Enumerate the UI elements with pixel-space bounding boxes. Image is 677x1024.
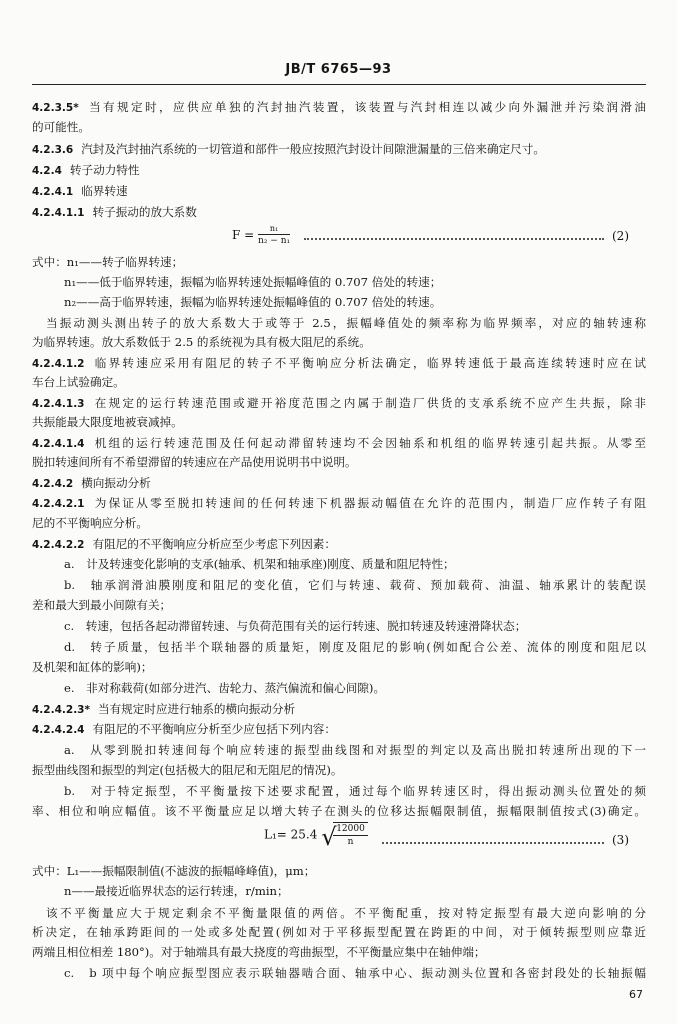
clause-line: 4.2.4.2.4 有阻尼的不平衡响应分析至少应包括下列内容： <box>32 722 336 736</box>
fraction: $\frac{\text{n₁}}{\text{n₂ − n₁}}$ <box>258 224 291 246</box>
text-line: 差和最大到最小间隙有关； <box>32 598 172 612</box>
list-item: a. 从零到脱扣转速间每个响应转速的振型曲线图和对振型的判定以及高出脱扣转速所出现的下一 <box>64 743 646 757</box>
list-item: b. 轴承润滑油膜刚度和阻尼的变化值，它们与转速、载荷、预加载荷、油温、轴承累计的装配误 <box>64 578 646 592</box>
text-line: 共振能最大限度地被衰减掉。 <box>32 415 183 429</box>
leader-dots <box>304 238 604 240</box>
definition-line: 式中：L₁——振幅限制值(不滤波的振幅峰峰值)，μm； <box>32 864 316 878</box>
text-line: 及机架和缸体的影响)； <box>32 660 153 674</box>
definition-line: n₁——低于临界转速，振幅为临界转速处振幅峰值的 0.707 倍处的转速； <box>64 275 442 289</box>
list-item: b. 对于特定振型，不平衡量按下述要求配置，通过每个临界转速区时，得出振动测头位置处的频 <box>64 784 646 798</box>
text-line: 该不平衡量应大于规定剩余不平衡量限值的两倍。不平衡配重，按对特定振型有最大逆向影响的分 <box>46 906 646 920</box>
equation-3: L₁= 25.4 √ $\frac{12000}{n}$ <box>264 822 368 848</box>
equation-number: (3) <box>612 833 629 847</box>
list-item: c. 转速，包括各起动滞留转速、与负荷范围有关的运行转速、脱扣转速及转速滑降状态； <box>64 619 527 633</box>
text-line: 率、相位和响应幅值。该不平衡量应足以增大转子在测头的位移达振幅限制值，振幅限制值按式(3)确定。 <box>32 804 646 818</box>
clause-line: 4.2.4.2.3* 当有规定时应进行轴系的横向振动分析 <box>32 702 296 716</box>
text-line: 的可能性。 <box>32 120 90 134</box>
list-item: c. b 项中每个响应振型图应表示联轴器啮合面、轴承中心、振动测头位置和各密封段处的长轴振幅 <box>64 966 646 980</box>
text-line: 为临界转速。放大系数低于 2.5 的系统视为具有极大阻尼的系统。 <box>32 335 371 349</box>
text-line: 析决定，在轴承跨距间的一处或多处配置(例如对于平移振型配置在跨距的中间，对于倾转振型则应靠近 <box>32 925 646 939</box>
list-item: d. 转子质量，包括半个联轴器的质量矩，刚度及阻尼的影响(例如配合公差、流体的刚度和阻尼以 <box>64 640 646 654</box>
leader-dots <box>382 842 604 844</box>
section-heading: 4.2.4.2 横向振动分析 <box>32 476 151 490</box>
section-heading: 4.2.4.1 临界转速 <box>32 184 128 198</box>
clause-line: 4.2.4.1.2 临界转速应采用有阻尼的转子不平衡响应分析法确定，临界转速低于最高连续转速时应在试 <box>32 356 646 370</box>
text-line: 当振动测头测出转子的放大系数大于或等于 2.5，振幅峰值处的频率称为临界频率，对应的轴转速称 <box>46 316 646 330</box>
page-number: 67 <box>629 988 643 1001</box>
section-heading: 4.2.4 转子动力特性 <box>32 163 140 177</box>
text-line: 两端且相位相差 180°)。对于轴端具有最大挠度的弯曲振型，不平衡量应集中在轴伸端； <box>32 945 486 959</box>
text-line: 振型曲线图和振型的判定(包括极大的阻尼和无阻尼的情况)。 <box>32 763 343 777</box>
text-line: 尼的不平衡响应分析。 <box>32 516 148 530</box>
header-rule <box>32 84 646 85</box>
clause-line: 4.2.4.1.1 转子振动的放大系数 <box>32 205 197 219</box>
clause-line: 4.2.3.6 汽封及汽封抽汽系统的一切管道和部件一般应按照汽封设计间隙泄漏量的三倍来确定尺寸。 <box>32 142 545 156</box>
equation-number: (2) <box>612 229 629 243</box>
clause-line: 4.2.4.1.4 机组的运行转速范围及任何起动滞留转速均不会因轴系和机组的临界转速引起共振。从零至 <box>32 436 646 450</box>
clause-line: 4.2.4.2.1 为保证从零至脱扣转速间的任何转速下机器振动幅值在允许的范围内，制造厂应作转子有阻 <box>32 496 646 510</box>
list-item: e. 非对称载荷(如部分进汽、齿轮力、蒸汽偏流和偏心间隙)。 <box>64 681 386 695</box>
definition-line: n₂——高于临界转速，振幅为临界转速处振幅峰值的 0.707 倍处的转速。 <box>64 295 442 309</box>
text-line: 脱扣转速间所有不希望滞留的转速应在产品使用说明书中说明。 <box>32 455 357 469</box>
clause-line: 4.2.3.5* 当有规定时，应供应单独的汽封抽汽装置，该装置与汽封相连以减少向外漏泄并污染润滑油 <box>32 100 646 114</box>
clause-line: 4.2.4.1.3 在规定的运行转速范围或避开裕度范围之内属于制造厂供货的支承系统不应产生共振，除非 <box>32 396 646 410</box>
list-item: a. 计及转速变化影响的支承(轴承、机架和轴承座)刚度、质量和阻尼特性； <box>64 557 455 571</box>
text-line: 车台上试验确定。 <box>32 375 125 389</box>
definition-line: 式中：n₁——转子临界转速； <box>32 255 184 269</box>
square-root: √ $\frac{12000}{n}$ <box>321 822 368 848</box>
definition-line: n——最接近临界状态的运行转速，r/min； <box>64 884 289 898</box>
running-header: JB/T 6765—93 <box>285 62 392 77</box>
clause-line: 4.2.4.2.2 有阻尼的不平衡响应分析应至少考虑下列因素： <box>32 537 336 551</box>
equation-2: F = $\frac{\text{n₁}}{\text{n₂ − n₁}}$ <box>232 224 291 246</box>
